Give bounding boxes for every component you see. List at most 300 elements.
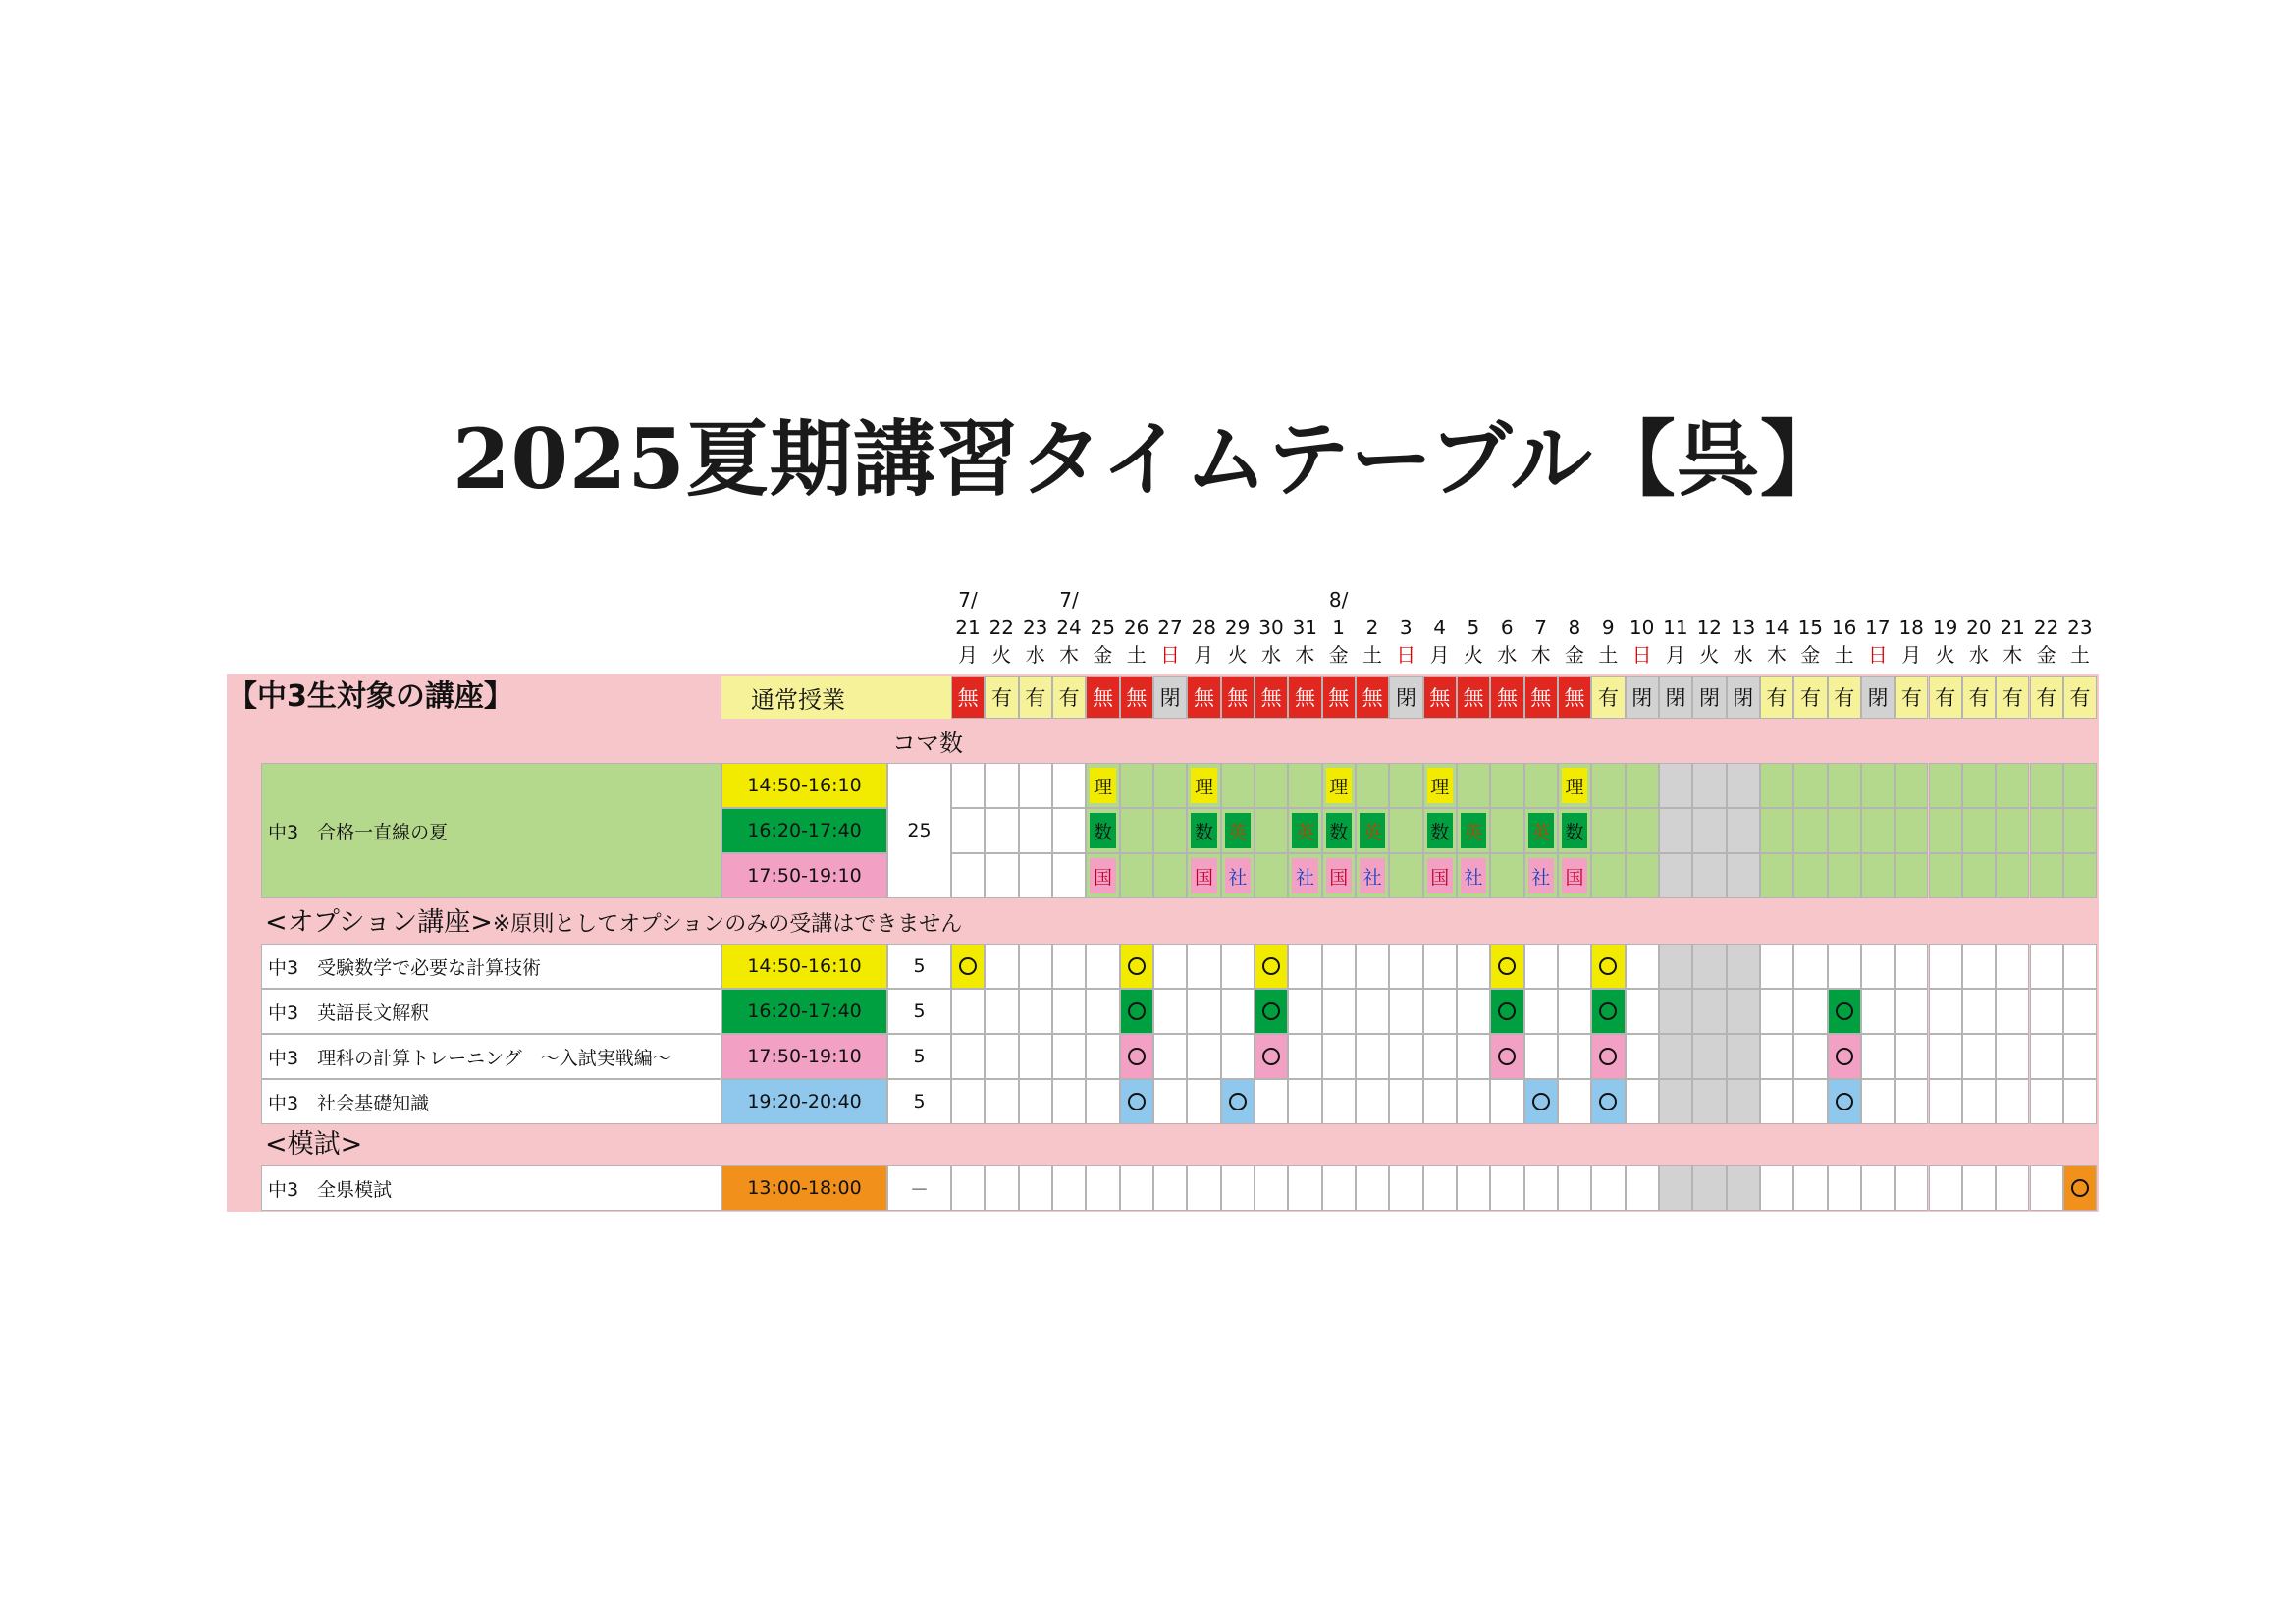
option-day-cell [1356, 989, 1389, 1034]
regular-status-cell: 有 [1052, 676, 1086, 719]
date-day: 21 [955, 616, 981, 639]
option-day-cell [1019, 989, 1052, 1034]
course-day-cell [1659, 853, 1692, 898]
option-day-cell [1120, 1079, 1153, 1124]
date-month [1760, 586, 1793, 614]
option-day-cell [1861, 1034, 1895, 1079]
course-day-cell [1221, 763, 1255, 808]
option-day-cell [1760, 1034, 1793, 1079]
option-day-cell [1591, 989, 1625, 1034]
option-day-cell [1490, 1165, 1523, 1211]
date-weekday: 月 [1901, 643, 1922, 667]
date-header [1187, 586, 1220, 669]
date-weekday: 水 [1968, 643, 1989, 667]
date-weekday: 日 [1396, 643, 1416, 667]
course-day-cell [1895, 808, 1928, 853]
mock-heading: <模試> [265, 1129, 363, 1160]
option-day-cell [1255, 1079, 1288, 1124]
option-day-cell [1019, 944, 1052, 989]
attendance-circle-icon [1599, 1002, 1617, 1020]
date-weekday: 火 [991, 643, 1012, 667]
course-day-cell [1591, 853, 1625, 898]
date-month [1962, 586, 1996, 614]
option-day-cell [1727, 1034, 1760, 1079]
option-day-cell [1760, 1079, 1793, 1124]
course-day-cell [1591, 763, 1625, 808]
date-day: 15 [1797, 616, 1824, 639]
attendance-circle-icon [1498, 1002, 1516, 1020]
date-month [1659, 586, 1692, 614]
option-day-cell [1760, 1165, 1793, 1211]
attendance-circle-icon [1599, 1093, 1617, 1110]
regular-status-cell: 無 [1187, 676, 1220, 719]
course-day-cell [1389, 808, 1422, 853]
course-subject: 数 [1090, 813, 1115, 848]
option-day-cell [1626, 1034, 1659, 1079]
option-name: 中3 社会基礎知識 [261, 1079, 721, 1124]
date-weekday: 月 [958, 643, 978, 667]
course-subject: 数 [1326, 813, 1352, 848]
option-day-cell [1086, 989, 1119, 1034]
date-day: 28 [1191, 616, 1217, 639]
attendance-circle-icon [1128, 957, 1146, 975]
date-month [1221, 586, 1255, 614]
option-day-cell [1659, 1079, 1692, 1124]
option-day-cell [2063, 1034, 2097, 1079]
course-time-slot: 16:20-17:40 [721, 808, 887, 853]
course-day-cell [1120, 808, 1153, 853]
date-header [1255, 586, 1288, 669]
regular-status-cell: 無 [1457, 676, 1490, 719]
course-day-cell [1457, 763, 1490, 808]
date-month [1558, 586, 1591, 614]
option-day-cell [1929, 944, 1962, 989]
course-day-cell [1052, 763, 1086, 808]
regular-status-cell: 有 [2030, 676, 2063, 719]
regular-status-cell: 無 [1356, 676, 1389, 719]
option-day-cell [1659, 1034, 1692, 1079]
course-time-slot: 14:50-16:10 [721, 763, 887, 808]
regular-status-cell: 有 [1591, 676, 1625, 719]
date-header [1322, 586, 1356, 669]
regular-status-cell: 無 [1423, 676, 1457, 719]
course-day-cell [1929, 763, 1962, 808]
option-day-cell [985, 1034, 1018, 1079]
option-day-cell [1153, 1165, 1187, 1211]
option-day-cell [1356, 1079, 1389, 1124]
date-header [1895, 586, 1928, 669]
date-header [1727, 586, 1760, 669]
course-subject: 英 [1292, 813, 1317, 848]
attendance-circle-icon [1128, 1002, 1146, 1020]
course-day-cell [985, 763, 1018, 808]
date-day: 30 [1258, 616, 1284, 639]
option-day-cell [1255, 1034, 1288, 1079]
option-day-cell [951, 989, 985, 1034]
course-day-cell [1727, 808, 1760, 853]
course-day-cell [1591, 808, 1625, 853]
course-day-cell [1793, 808, 1827, 853]
date-weekday: 木 [1295, 643, 1315, 667]
date-month [1187, 586, 1220, 614]
option-day-cell [1423, 1165, 1457, 1211]
regular-status-cell: 有 [1895, 676, 1928, 719]
option-day-cell [1019, 1034, 1052, 1079]
course-subject: 理 [1191, 768, 1216, 803]
date-weekday: 土 [1834, 643, 1854, 667]
course-day-cell [1288, 763, 1321, 808]
course-day-cell [2063, 763, 2097, 808]
date-month [1626, 586, 1659, 614]
option-day-cell [1457, 1034, 1490, 1079]
option-day-cell [1322, 944, 1356, 989]
option-day-cell [1153, 1034, 1187, 1079]
option-day-cell [1120, 944, 1153, 989]
option-day-cell [1626, 1165, 1659, 1211]
course-subject: 国 [1326, 858, 1352, 893]
option-day-cell [1524, 1165, 1558, 1211]
date-weekday: 水 [1733, 643, 1753, 667]
course-day-cell [1929, 853, 1962, 898]
option-day-cell [1828, 989, 1861, 1034]
option-day-cell [1187, 989, 1220, 1034]
option-day-cell [1457, 1165, 1490, 1211]
date-day: 29 [1224, 616, 1251, 639]
date-header [1861, 586, 1895, 669]
option-day-cell [1861, 1165, 1895, 1211]
option-day-cell [1929, 989, 1962, 1034]
date-header [1389, 586, 1422, 669]
option-day-cell [1962, 1034, 1996, 1079]
course-subject: 社 [1528, 858, 1554, 893]
date-day: 14 [1764, 616, 1789, 639]
option-day-cell [1052, 1079, 1086, 1124]
option-time-slot: 13:00-18:00 [721, 1165, 887, 1211]
attendance-circle-icon [1262, 1048, 1280, 1065]
attendance-circle-icon [1128, 1048, 1146, 1065]
option-day-cell [951, 1079, 985, 1124]
options-note: ※原則としてオプションのみの受講はできません [492, 912, 963, 937]
regular-status-cell: 無 [1288, 676, 1321, 719]
option-day-cell [1558, 1034, 1591, 1079]
date-weekday: 水 [1025, 643, 1045, 667]
date-day: 17 [1865, 616, 1891, 639]
option-day-cell [1591, 1079, 1625, 1124]
option-day-cell [1996, 1034, 2029, 1079]
option-day-cell [1255, 944, 1288, 989]
course-day-cell [1626, 853, 1659, 898]
option-day-cell [2030, 944, 2063, 989]
date-day: 10 [1629, 616, 1655, 639]
option-count: 5 [887, 1079, 951, 1124]
date-header [1052, 586, 1086, 669]
option-day-cell [2030, 1079, 2063, 1124]
attendance-circle-icon [959, 957, 977, 975]
date-header [951, 586, 985, 669]
date-header [1692, 586, 1726, 669]
course-day-cell [1019, 853, 1052, 898]
date-day: 8 [1568, 616, 1581, 639]
option-day-cell [985, 1165, 1018, 1211]
course-subject: 社 [1461, 858, 1486, 893]
course-name: 中3 合格一直線の夏 [261, 763, 721, 898]
option-day-cell [1760, 944, 1793, 989]
option-day-cell [1659, 944, 1692, 989]
option-day-cell [1356, 944, 1389, 989]
option-day-cell [1692, 1034, 1726, 1079]
date-month [1895, 586, 1928, 614]
date-month [1255, 586, 1288, 614]
option-day-cell [1086, 1079, 1119, 1124]
attendance-circle-icon [1262, 1002, 1280, 1020]
course-day-cell [1828, 763, 1861, 808]
attendance-circle-icon [2071, 1179, 2089, 1197]
date-month [1457, 586, 1490, 614]
option-day-cell [1389, 1034, 1422, 1079]
course-day-cell [1153, 763, 1187, 808]
course-day-cell [1019, 808, 1052, 853]
option-day-cell [951, 1165, 985, 1211]
attendance-circle-icon [1836, 1093, 1853, 1110]
course-day-cell [985, 808, 1018, 853]
regular-status-cell: 無 [1524, 676, 1558, 719]
course-day-cell [1692, 853, 1726, 898]
date-day: 23 [2067, 616, 2093, 639]
option-day-cell [1591, 1165, 1625, 1211]
option-day-cell [2063, 944, 2097, 989]
course-day-cell [951, 763, 985, 808]
course-day-cell [1659, 763, 1692, 808]
date-month [1727, 586, 1760, 614]
option-day-cell [1793, 944, 1827, 989]
course-day-cell [951, 808, 985, 853]
date-weekday: 木 [1766, 643, 1787, 667]
date-day: 31 [1292, 616, 1318, 639]
option-day-cell [1288, 1079, 1321, 1124]
option-day-cell [1389, 944, 1422, 989]
course-subject: 社 [1292, 858, 1317, 893]
date-month [1356, 586, 1389, 614]
date-weekday: 土 [1126, 643, 1147, 667]
option-day-cell [1490, 989, 1523, 1034]
date-month [1929, 586, 1962, 614]
option-day-cell [1659, 1165, 1692, 1211]
course-day-cell [1996, 808, 2029, 853]
options-heading [265, 903, 962, 945]
date-header [1996, 586, 2029, 669]
date-weekday: 火 [1463, 643, 1483, 667]
option-count: － [887, 1165, 951, 1211]
option-day-cell [1423, 1079, 1457, 1124]
option-day-cell [1322, 989, 1356, 1034]
option-day-cell [1558, 944, 1591, 989]
option-day-cell [1490, 1034, 1523, 1079]
date-month [1996, 586, 2029, 614]
date-weekday: 金 [1328, 643, 1349, 667]
option-day-cell [985, 944, 1018, 989]
option-day-cell [1558, 989, 1591, 1034]
option-day-cell [1187, 1034, 1220, 1079]
option-day-cell [985, 989, 1018, 1034]
date-header [1457, 586, 1490, 669]
option-day-cell [1524, 989, 1558, 1034]
date-weekday: 金 [1800, 643, 1821, 667]
option-day-cell [1861, 1079, 1895, 1124]
date-weekday: 日 [1631, 643, 1652, 667]
course-day-cell [1490, 808, 1523, 853]
option-day-cell [1389, 1079, 1422, 1124]
option-day-cell [1727, 944, 1760, 989]
course-subject: 理 [1562, 768, 1587, 803]
date-month [2063, 586, 2097, 614]
section-main-label: 【中3生対象の講座】 [228, 679, 513, 714]
course-day-cell [1861, 763, 1895, 808]
course-day-cell [2063, 853, 2097, 898]
course-day-cell [951, 853, 985, 898]
course-day-cell [1962, 763, 1996, 808]
course-subject: 国 [1191, 858, 1216, 893]
option-day-cell [1962, 1165, 1996, 1211]
option-day-cell [1356, 1165, 1389, 1211]
regular-status-cell: 有 [1019, 676, 1052, 719]
date-day: 27 [1157, 616, 1183, 639]
option-day-cell [1524, 1034, 1558, 1079]
option-day-cell [1828, 1165, 1861, 1211]
option-day-cell [1692, 1079, 1726, 1124]
date-day: 21 [2000, 616, 2025, 639]
date-weekday: 日 [1160, 643, 1180, 667]
attendance-circle-icon [1498, 1048, 1516, 1065]
date-header [1221, 586, 1255, 669]
date-month [1793, 586, 1827, 614]
option-day-cell [1052, 1165, 1086, 1211]
date-header [2030, 586, 2063, 669]
date-month [1288, 586, 1321, 614]
options-heading-title: <オプション講座> [265, 907, 493, 938]
course-subject: 理 [1427, 768, 1453, 803]
date-header [1659, 586, 1692, 669]
option-day-cell [951, 1034, 985, 1079]
regular-status-cell: 有 [985, 676, 1018, 719]
date-day: 1 [1332, 616, 1345, 639]
option-day-cell [2063, 1079, 2097, 1124]
course-day-cell [985, 853, 1018, 898]
option-day-cell [1322, 1079, 1356, 1124]
course-day-cell [1996, 853, 2029, 898]
date-weekday: 月 [1665, 643, 1685, 667]
regular-status-cell: 有 [1760, 676, 1793, 719]
course-day-cell [1255, 763, 1288, 808]
option-day-cell [1052, 944, 1086, 989]
date-day: 19 [1932, 616, 1958, 639]
course-day-cell [1861, 808, 1895, 853]
option-day-cell [1389, 1165, 1422, 1211]
koma-count-header: コマ数 [892, 729, 963, 757]
regular-status-cell: 無 [1086, 676, 1119, 719]
option-day-cell [1727, 1079, 1760, 1124]
option-day-cell [1120, 989, 1153, 1034]
regular-status-cell: 有 [1962, 676, 1996, 719]
option-day-cell [1692, 1165, 1726, 1211]
course-day-cell [2030, 763, 2063, 808]
course-subject: 数 [1191, 813, 1216, 848]
option-day-cell [1288, 1034, 1321, 1079]
date-day: 16 [1831, 616, 1857, 639]
option-day-cell [2030, 1034, 2063, 1079]
option-day-cell [1153, 1079, 1187, 1124]
option-day-cell [1793, 989, 1827, 1034]
date-header [1153, 586, 1187, 669]
date-month [1423, 586, 1457, 614]
course-day-cell [1692, 763, 1726, 808]
regular-status-cell: 閉 [1389, 676, 1422, 719]
date-header [1828, 586, 1861, 669]
date-month [1828, 586, 1861, 614]
date-month [1692, 586, 1726, 614]
option-day-cell [1727, 1165, 1760, 1211]
option-day-cell [1626, 989, 1659, 1034]
option-day-cell [1524, 1079, 1558, 1124]
attendance-circle-icon [1262, 957, 1280, 975]
date-weekday: 月 [1194, 643, 1214, 667]
date-header [1120, 586, 1153, 669]
page-title: 2025夏期講習タイムテーブル【呉】 [453, 410, 1843, 508]
course-day-cell [1692, 808, 1726, 853]
date-day: 20 [1966, 616, 1992, 639]
regular-status-cell: 無 [1558, 676, 1591, 719]
date-day: 18 [1898, 616, 1924, 639]
course-day-cell [1760, 853, 1793, 898]
option-day-cell [1929, 1034, 1962, 1079]
option-day-cell [1153, 989, 1187, 1034]
regular-status-cell: 有 [1828, 676, 1861, 719]
regular-status-cell: 無 [1120, 676, 1153, 719]
date-weekday: 土 [1598, 643, 1619, 667]
option-day-cell [951, 944, 985, 989]
course-day-cell [1929, 808, 1962, 853]
option-day-cell [2030, 1165, 2063, 1211]
option-day-cell [1895, 1034, 1928, 1079]
course-day-cell [1120, 763, 1153, 808]
course-subject: 国 [1090, 858, 1115, 893]
option-day-cell [2063, 989, 2097, 1034]
regular-status-cell: 有 [1929, 676, 1962, 719]
regular-status-cell: 有 [1793, 676, 1827, 719]
course-day-cell [2030, 853, 2063, 898]
option-day-cell [1086, 944, 1119, 989]
course-day-cell [1389, 763, 1422, 808]
option-day-cell [1929, 1165, 1962, 1211]
date-weekday: 火 [1227, 643, 1248, 667]
attendance-circle-icon [1498, 957, 1516, 975]
date-weekday: 水 [1261, 643, 1281, 667]
course-time-slot: 17:50-19:10 [721, 853, 887, 898]
course-day-cell [2063, 808, 2097, 853]
date-header [1793, 586, 1827, 669]
option-count: 5 [887, 989, 951, 1034]
option-day-cell [1828, 1079, 1861, 1124]
date-day: 4 [1433, 616, 1446, 639]
option-day-cell [1356, 1034, 1389, 1079]
date-day: 7 [1534, 616, 1547, 639]
date-day: 5 [1467, 616, 1480, 639]
date-month: 7/ [958, 588, 978, 612]
option-day-cell [2063, 1165, 2097, 1211]
option-count: 5 [887, 1034, 951, 1079]
date-day: 2 [1365, 616, 1379, 639]
date-month [1120, 586, 1153, 614]
course-day-cell [1626, 763, 1659, 808]
